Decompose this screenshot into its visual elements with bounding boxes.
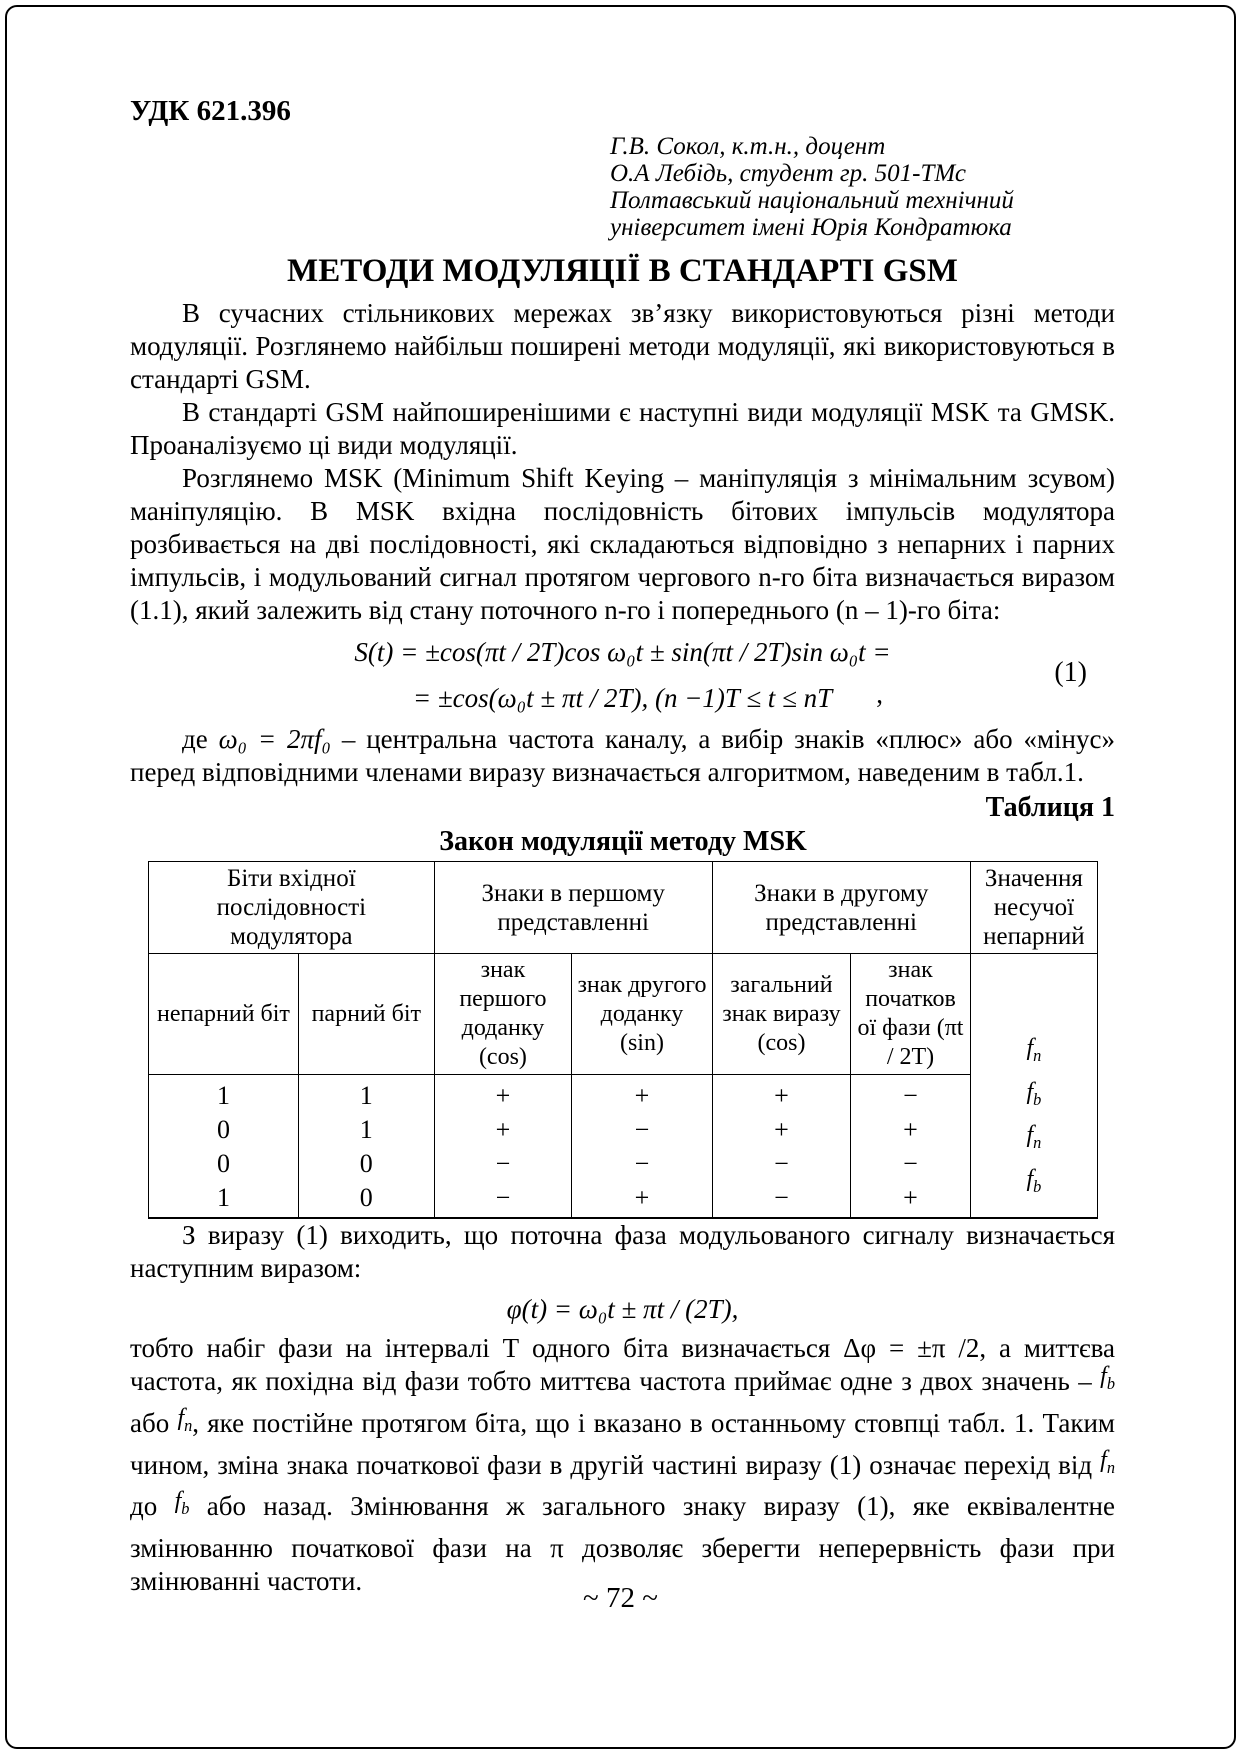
table-value: + bbox=[495, 1081, 511, 1110]
table-value: − bbox=[634, 1149, 650, 1178]
table-value: − bbox=[903, 1081, 918, 1110]
author-block bbox=[610, 133, 1115, 241]
table-value: 0 bbox=[359, 1149, 373, 1178]
equation-2: φ(t) = ω₀t ± πt / (2T), bbox=[506, 1294, 739, 1324]
msk-modulation-table bbox=[148, 861, 1098, 1219]
col-first-term-sign: знак першого доданку (cos) bbox=[434, 954, 572, 1075]
frequency-symbol: $f_n$ bbox=[1100, 1446, 1115, 1477]
paragraph-conclusion: тобто набіг фази на інтервалі Т одного біта визначається Δφ = ±π /2, а миттєва частота, як похідна від фази тобто миттєва частота приймає одне з двох значень – $f_b$ або $f_n$, яке постійне протягом біта, що і вказано в останньому стовпці табл. 1. Таким чином, зміна знака початкової фази в другій частині виразу (1) означає перехід від $f_n$ до $f_b$ або назад. Змінювання ж загального знаку виразу (1), яке еквівалентне змінюванню початкової фази на π дозволяє зберегти неперервність фази при змінюванні частоти. bbox=[130, 1333, 1115, 1597]
table-data-cell bbox=[572, 1075, 712, 1219]
table-value: − bbox=[774, 1149, 789, 1178]
col-group-carrier-value: Значення несучої непарний bbox=[970, 862, 1097, 954]
table-value: 0 bbox=[359, 1183, 373, 1212]
author-line: університет імені Юрія Кондратюка bbox=[610, 214, 1012, 241]
equation-1-line-2: = ±cos(ω₀t ± πt / 2T), (n −1)T ≤ t ≤ nT bbox=[412, 683, 833, 713]
col-odd-bit: непарний біт bbox=[149, 954, 299, 1075]
table-label: Таблиця 1 bbox=[985, 792, 1115, 823]
table-value: 1 bbox=[216, 1081, 230, 1110]
col-group-first-representation: Знаки в першому представленні bbox=[434, 862, 712, 954]
table-value: + bbox=[634, 1183, 650, 1212]
table-data-cell bbox=[712, 1075, 851, 1219]
table-value: + bbox=[495, 1115, 511, 1144]
table-value: + bbox=[903, 1183, 918, 1212]
col-even-bit: парний біт bbox=[298, 954, 434, 1075]
table-group-header-row bbox=[149, 862, 1098, 954]
table-sub-header-row bbox=[149, 954, 1098, 1075]
frequency-symbol: $f_n$ bbox=[1026, 1122, 1042, 1153]
table-value: − bbox=[495, 1183, 511, 1212]
equation-1-body bbox=[130, 629, 1115, 721]
equation-1 bbox=[130, 629, 1115, 721]
col-group-input-bits: Біти вхідної послідовності модулятора bbox=[149, 862, 435, 954]
frequency-symbol: $f_n$ bbox=[1026, 1034, 1042, 1065]
table-data-cell bbox=[851, 1075, 971, 1219]
article-title: МЕТОДИ МОДУЛЯЦІЇ В СТАНДАРТІ GSM bbox=[287, 253, 958, 289]
page-number: ~ 72 ~ bbox=[583, 1582, 658, 1614]
equation-1-number: (1) bbox=[1054, 657, 1087, 688]
col-initial-phase-sign: знак початков ої фази (πt / 2T) bbox=[851, 954, 971, 1075]
table-data-row bbox=[149, 1075, 1098, 1219]
frequency-symbol: $f_b$ bbox=[1026, 1078, 1042, 1109]
table-value: − bbox=[495, 1149, 511, 1178]
inline-math: ω₀ = 2πf₀ bbox=[218, 724, 331, 754]
table-data-cell bbox=[149, 1075, 299, 1219]
col-overall-sign: загальний знак виразу (cos) bbox=[712, 954, 851, 1075]
table-value: + bbox=[634, 1081, 650, 1110]
author-line: Полтавський національний технічний bbox=[610, 187, 1014, 214]
table-data-cell bbox=[434, 1075, 572, 1219]
table-value: + bbox=[774, 1081, 789, 1110]
paragraph-phase: З виразу (1) виходить, що поточна фаза модульованого сигналу визначається наступним виразом: bbox=[130, 1220, 1115, 1283]
table-value: 1 bbox=[216, 1183, 230, 1212]
table-value: 0 bbox=[216, 1115, 230, 1144]
frequency-symbol: $f_b$ bbox=[1100, 1363, 1115, 1393]
table-value: 1 bbox=[359, 1081, 373, 1110]
frequency-symbol: $f_b$ bbox=[1026, 1166, 1042, 1196]
table-value: 0 bbox=[216, 1149, 230, 1178]
carrier-values-cell bbox=[970, 954, 1097, 1219]
table-value: 1 bbox=[359, 1115, 373, 1144]
paragraph-intro: В сучасних стільникових мережах зв’язку використовуються різні методи модуляції. Розглянемо найбільш поширені методи модуляції, які використовуються в стандарті GSM. bbox=[130, 298, 1115, 394]
paragraph-msk-description: Розглянемо MSK (Minimum Shift Keying – маніпуляція з мінімальним зсувом) маніпуляцію. В MSK вхідна послідовність бітових імпульсів модулятора розбивається на дві послідовності, які складаються відповідно з непарних і парних імпульсів, і модульований сигнал протягом чергового n-го біта визначається виразом (1.1), який залежить від стану поточного n-го і попереднього (n – 1)-го біта: bbox=[130, 463, 1115, 625]
table-value: + bbox=[903, 1115, 918, 1144]
table-value: − bbox=[774, 1183, 789, 1212]
table-value: − bbox=[634, 1115, 650, 1144]
col-second-term-sign: знак другого доданку (sin) bbox=[572, 954, 712, 1075]
col-group-second-representation: Знаки в другому представленні bbox=[712, 862, 970, 954]
author-line: О.А Лебідь, студент гр. 501-ТМс bbox=[610, 160, 966, 187]
udc-label: УДК 621.396 bbox=[130, 95, 291, 127]
table-value: − bbox=[903, 1149, 918, 1178]
author-line: Г.В. Сокол, к.т.н., доцент bbox=[610, 133, 886, 160]
equation-1-comma: , bbox=[876, 679, 883, 709]
frequency-symbol: $f_b$ bbox=[174, 1488, 190, 1519]
table-value: + bbox=[774, 1115, 789, 1144]
paragraph-omega: де ω₀ = 2πf₀ – центральна частота каналу, а вибір знаків «плюс» або «мінус» перед відповідними членами виразу визначається алгоритмом, наведеним в табл.1. bbox=[130, 724, 1115, 787]
table-title: Закон модуляції методу MSK bbox=[439, 826, 807, 857]
paragraph-gsm-types: В стандарті GSM найпоширенішими є наступні види модуляції MSK та GMSK. Проаналізуємо ці види модуляції. bbox=[130, 397, 1115, 460]
equation-1-line-1: S(t) = ±cos(πt / 2T)cos ω₀t ± sin(πt / 2T)sin ω₀t = bbox=[354, 637, 891, 667]
table-data-cell bbox=[298, 1075, 434, 1219]
frequency-symbol: $f_n$ bbox=[177, 1404, 193, 1435]
